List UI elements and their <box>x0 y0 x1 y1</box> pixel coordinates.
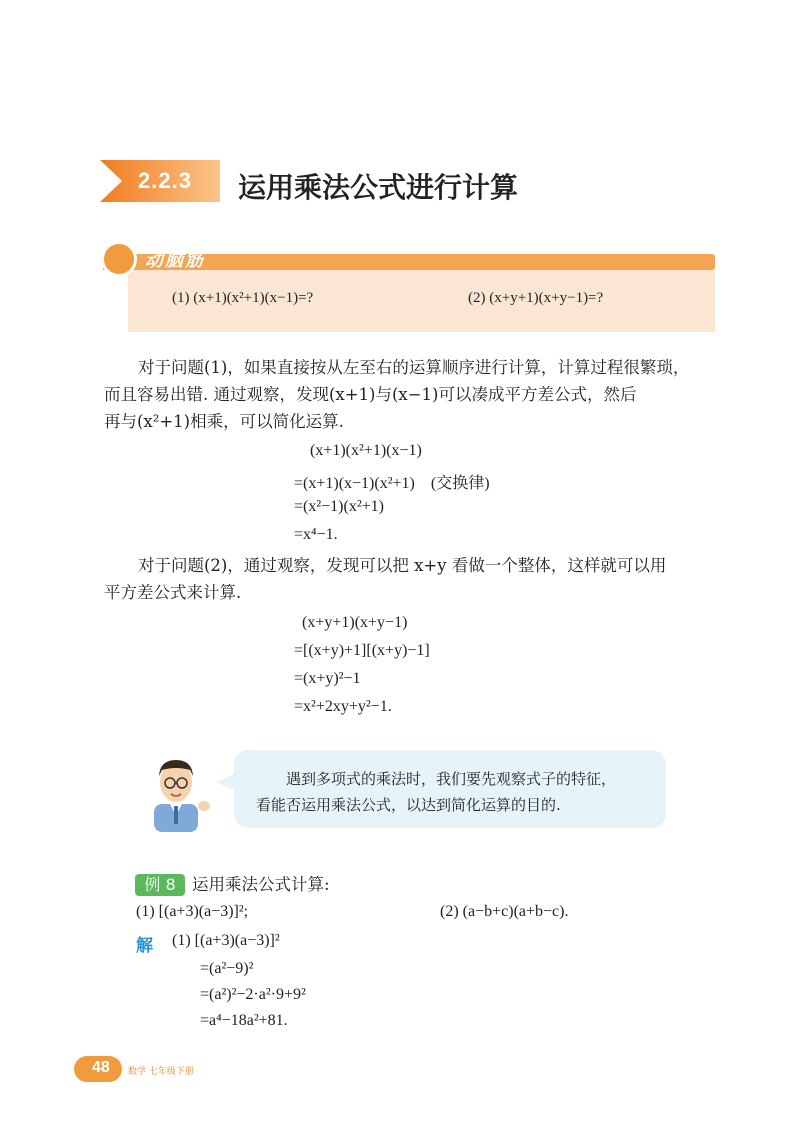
derivation-1-step-4: =x⁴−1. <box>294 526 338 543</box>
section-number: 2.2.3 <box>138 168 192 193</box>
section-title: 运用乘法公式进行计算 <box>238 171 519 204</box>
paragraph-1-line-2: 而且容易出错. 通过观察，发现(x+1)与(x−1)可以凑成平方差公式，然后 <box>104 385 637 404</box>
bubble-line-1: 遇到多项式的乘法时，我们要先观察式子的特征， <box>286 770 617 788</box>
derivation-2-step-4: =x²+2xy+y²−1. <box>294 698 392 715</box>
paragraph-2-line-1: 对于问题(2)，通过观察，发现可以把 x+y 看做一个整体，这样就可以用 <box>138 556 667 575</box>
paragraph-2-line-2: 平方差公式来计算. <box>104 583 242 602</box>
brain-icon <box>101 241 137 277</box>
paragraph-1-line-3: 再与(x²+1)相乘，可以简化运算. <box>104 412 344 431</box>
example-item-2: (2) (a−b+c)(a+b−c). <box>440 903 569 920</box>
derivation-1-step-3: =(x²−1)(x²+1) <box>294 498 384 515</box>
footer-subject: 数学 七年级下册 <box>128 1067 194 1077</box>
page-number: 48 <box>92 1059 110 1076</box>
example-title: 运用乘法公式计算: <box>192 875 330 894</box>
solution-step-2: =(a²−9)² <box>200 960 254 977</box>
example-item-1: (1) [(a+3)(a−3)]²; <box>136 903 249 920</box>
think-question-2: (2) (x+y+1)(x+y−1)=? <box>468 290 604 306</box>
derivation-2-step-3: =(x+y)²−1 <box>294 670 361 687</box>
derivation-2-step-2: =[(x+y)+1][(x+y)−1] <box>294 642 430 659</box>
solve-label: 解 <box>136 936 153 956</box>
example-badge: 例 8 <box>135 874 185 896</box>
teacher-illustration <box>140 752 220 832</box>
derivation-1-step-1: (x+1)(x²+1)(x−1) <box>310 442 422 459</box>
paragraph-1-line-1: 对于问题(1)，如果直接按从左至右的运算顺序进行计算，计算过程很繁琐， <box>138 358 690 377</box>
solution-step-3: =(a²)²−2·a²·9+9² <box>200 986 306 1003</box>
think-label: 动脑筋 <box>145 250 205 271</box>
derivation-1-step-2: =(x+1)(x−1)(x²+1) (交换律) <box>294 475 490 492</box>
solution-step-1: (1) [(a+3)(a−3)]² <box>172 932 280 949</box>
think-question-1: (1) (x+1)(x²+1)(x−1)=? <box>172 290 314 306</box>
solution-step-4: =a⁴−18a²+81. <box>200 1012 288 1029</box>
bubble-text <box>256 766 651 818</box>
derivation-2-step-1: (x+y+1)(x+y−1) <box>302 614 408 631</box>
bubble-line-2: 看能否运用乘法公式，以达到简化运算的目的. <box>256 796 561 814</box>
